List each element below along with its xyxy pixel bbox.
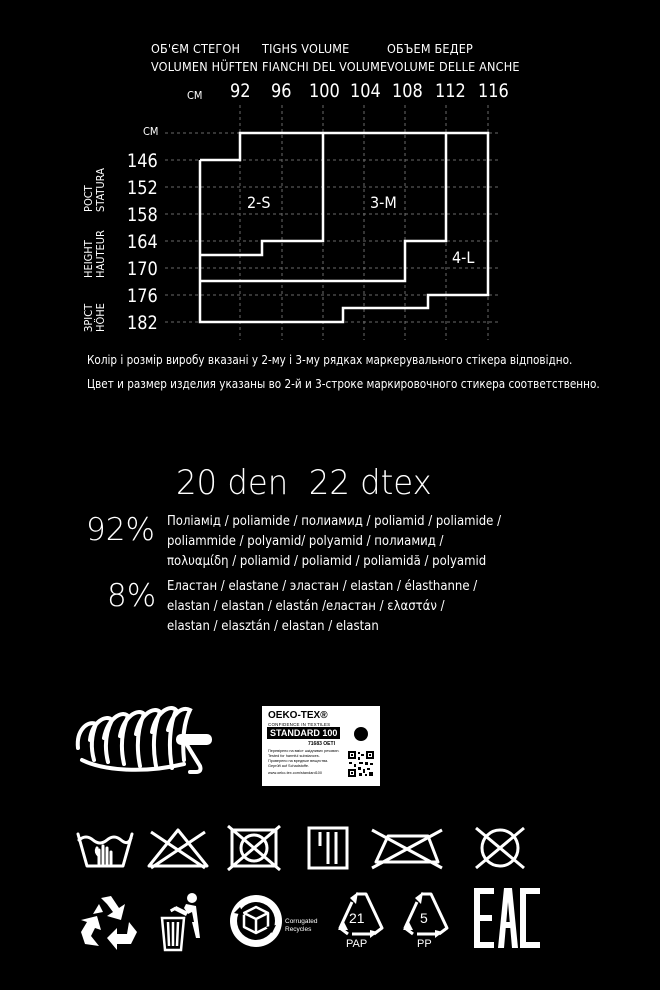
row-label: 158 xyxy=(127,204,158,226)
height-label-en-fr: HEIGHT HAUTEUR xyxy=(82,230,107,278)
row-unit: CM xyxy=(143,125,159,138)
pp-label: PP xyxy=(417,938,432,950)
column-label: 108 xyxy=(392,80,423,102)
composition-percent: 8% xyxy=(107,578,157,614)
size-grid xyxy=(0,0,660,360)
row-label: 164 xyxy=(127,231,158,253)
row-label: 170 xyxy=(127,258,158,280)
pap-label: PAP xyxy=(346,938,368,950)
recycle-icon xyxy=(77,892,141,952)
row-label: 152 xyxy=(127,177,158,199)
header-it2: VOLUME DELLE ANCHE xyxy=(387,59,520,74)
size-2-s: 2-S xyxy=(247,193,271,212)
column-unit: CM xyxy=(187,89,203,102)
no-tumble-dry-icon xyxy=(226,824,282,872)
note-ru: Цвет и размер изделия указаны во 2-й и 3-строке маркировочного стикера соответственно. xyxy=(87,376,600,391)
flower-icon xyxy=(354,727,368,741)
size-regions xyxy=(200,133,488,322)
oeko-tex-subtitle: CONFIDENCE IN TEXTILES xyxy=(268,722,331,727)
column-label: 112 xyxy=(435,80,466,102)
qr-code-icon xyxy=(347,750,375,778)
composition-percent: 92% xyxy=(86,512,155,548)
column-label: 104 xyxy=(350,80,381,102)
header-de: VOLUMEN HÜFTEN xyxy=(151,59,259,74)
size-3-m: 3-M xyxy=(370,193,397,212)
header-en: TIGHS VOLUME xyxy=(262,41,350,56)
pp-number: 5 xyxy=(420,910,428,926)
header-ru: ОБЪЕМ БЕДЕР xyxy=(387,41,474,56)
no-bleach-icon xyxy=(145,826,211,870)
corrugated-text: Corrugated Recycles xyxy=(285,918,318,933)
composition-names: Поліамід / poliamide / полиамид / poliamid / poliamide / poliammide / polyamid/ polyamid / полиамид / πολυαμίδη / poliamid / poliamid / poliamidă / polyamid xyxy=(167,514,502,569)
size-4-l: 4-L xyxy=(452,248,475,267)
oeko-tex-standard: STANDARD 100 xyxy=(267,727,340,739)
height-label-ru-it: РОСТ STATURA xyxy=(82,168,107,212)
corrugated-recycles-icon xyxy=(228,893,284,949)
density: 20 den 22 dtex xyxy=(176,463,432,503)
row-label: 182 xyxy=(127,312,158,334)
no-iron-icon xyxy=(368,826,446,870)
oeko-tex-code: 71683 OETI xyxy=(308,741,335,747)
oeko-tex-small-text: Перевірено на вміст шкідливих речовин. Tested for harmful substances. Проверено на вредные вещества. Geprüft auf Schadstoffe. www.oeko-tex.com/standard100 xyxy=(268,749,340,775)
oeko-tex-label xyxy=(262,706,380,786)
header-it: FIANCHI DEL VOLUME xyxy=(262,59,388,74)
column-label: 100 xyxy=(309,80,340,102)
row-label: 176 xyxy=(127,285,158,307)
height-label-ua-de: ЗРІСТ HÖHE xyxy=(82,303,107,332)
composition-names: Еластан / elastane / эластан / elastan / élasthanne / elastan / elastan / elastán /еластан / ελαστάν / elastan / elasztán / elastan / elastan xyxy=(167,579,478,634)
hand-wash-icon xyxy=(75,824,135,872)
note-ua: Колір і розмір виробу вказані у 2-му і 3-му рядках маркерувального стікера відповідно. xyxy=(87,352,573,367)
column-label: 116 xyxy=(478,80,509,102)
header-ua: ОБ'ЄМ СТЕГОН xyxy=(151,41,241,56)
eac-mark-icon xyxy=(474,888,540,948)
pap-number: 21 xyxy=(349,910,365,926)
yarn-icon xyxy=(72,700,217,780)
tidyman-icon xyxy=(158,892,208,954)
column-label: 92 xyxy=(230,80,251,102)
drip-dry-icon xyxy=(304,824,352,872)
oeko-tex-title: OEKO-TEX® xyxy=(268,710,328,721)
grid-lines xyxy=(165,105,500,340)
column-label: 96 xyxy=(271,80,292,102)
row-label: 146 xyxy=(127,150,158,172)
no-dry-clean-icon xyxy=(470,824,530,872)
